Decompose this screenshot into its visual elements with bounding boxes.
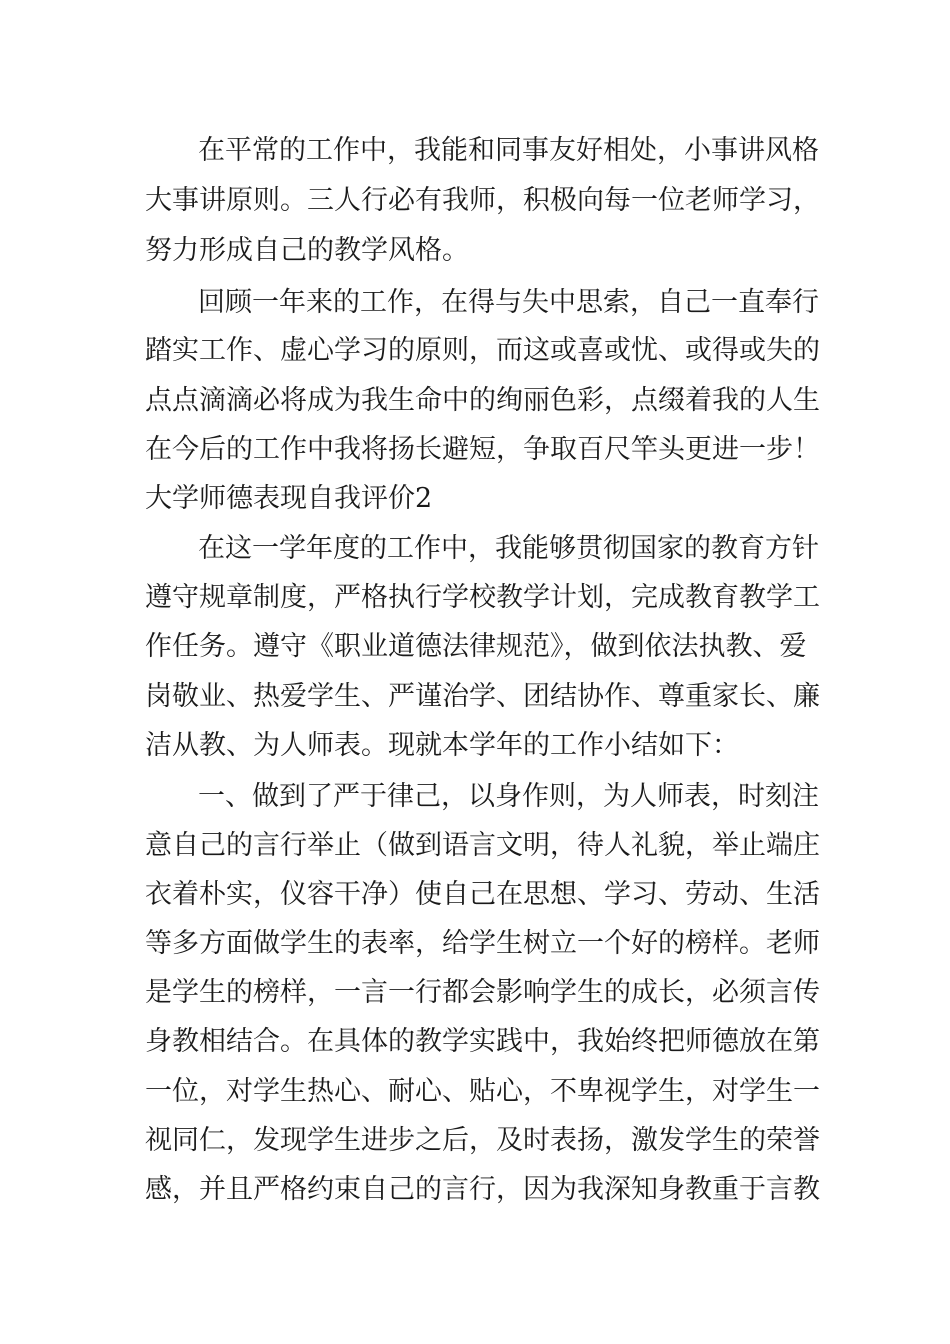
paragraph-line: 在这一学年度的工作中，我能够贯彻国家的教育方针 [198, 533, 819, 564]
paragraph-line: 在平常的工作中，我能和同事友好相处，小事讲风格 [198, 135, 819, 166]
paragraph-line: 感，并且严格约束自己的言行，因为我深知身教重于言教 [145, 1174, 820, 1205]
paragraph-line: 洁从教、为人师表。现就本学年的工作小结如下： [145, 730, 739, 761]
paragraph-line: 努力形成自己的教学风格。 [145, 235, 469, 266]
section-heading: 大学师德表现自我评价2 [145, 483, 433, 514]
paragraph-line: 一位，对学生热心、耐心、贴心，不卑视学生，对学生一 [145, 1076, 820, 1107]
paragraph-line: 意自己的言行举止（做到语言文明，待人礼貌，举止端庄 [145, 830, 820, 861]
paragraph-line: 一、做到了严于律己，以身作则，为人师表，时刻注 [198, 781, 819, 812]
paragraph-line: 等多方面做学生的表率，给学生树立一个好的榜样。老师 [145, 928, 820, 959]
paragraph-line: 回顾一年来的工作，在得与失中思索，自己一直奉行 [198, 287, 819, 318]
paragraph-line: 岗敬业、热爱学生、严谨治学、团结协作、尊重家长、廉 [145, 681, 820, 712]
paragraph-line: 视同仁，发现学生进步之后，及时表扬，激发学生的荣誉 [145, 1125, 820, 1156]
paragraph-line: 点点滴滴必将成为我生命中的绚丽色彩，点缀着我的人生 [145, 385, 820, 416]
paragraph-line: 衣着朴实，仪容干净）使自己在思想、学习、劳动、生活 [145, 879, 820, 910]
paragraph-line: 身教相结合。在具体的教学实践中，我始终把师德放在第 [145, 1026, 820, 1057]
paragraph-line: 大事讲原则。三人行必有我师，积极向每一位老师学习， [145, 185, 820, 216]
paragraph-line: 是学生的榜样，一言一行都会影响学生的成长，必须言传 [145, 977, 820, 1008]
paragraph-line: 踏实工作、虚心学习的原则，而这或喜或忧、或得或失的 [145, 335, 820, 366]
paragraph-line: 作任务。遵守《职业道德法律规范》，做到依法执教、爱 [145, 631, 807, 662]
paragraph-line: 遵守规章制度，严格执行学校教学计划，完成教育教学工 [145, 582, 820, 613]
paragraph-line: 在今后的工作中我将扬长避短，争取百尺竿头更进一步！ [145, 434, 820, 465]
